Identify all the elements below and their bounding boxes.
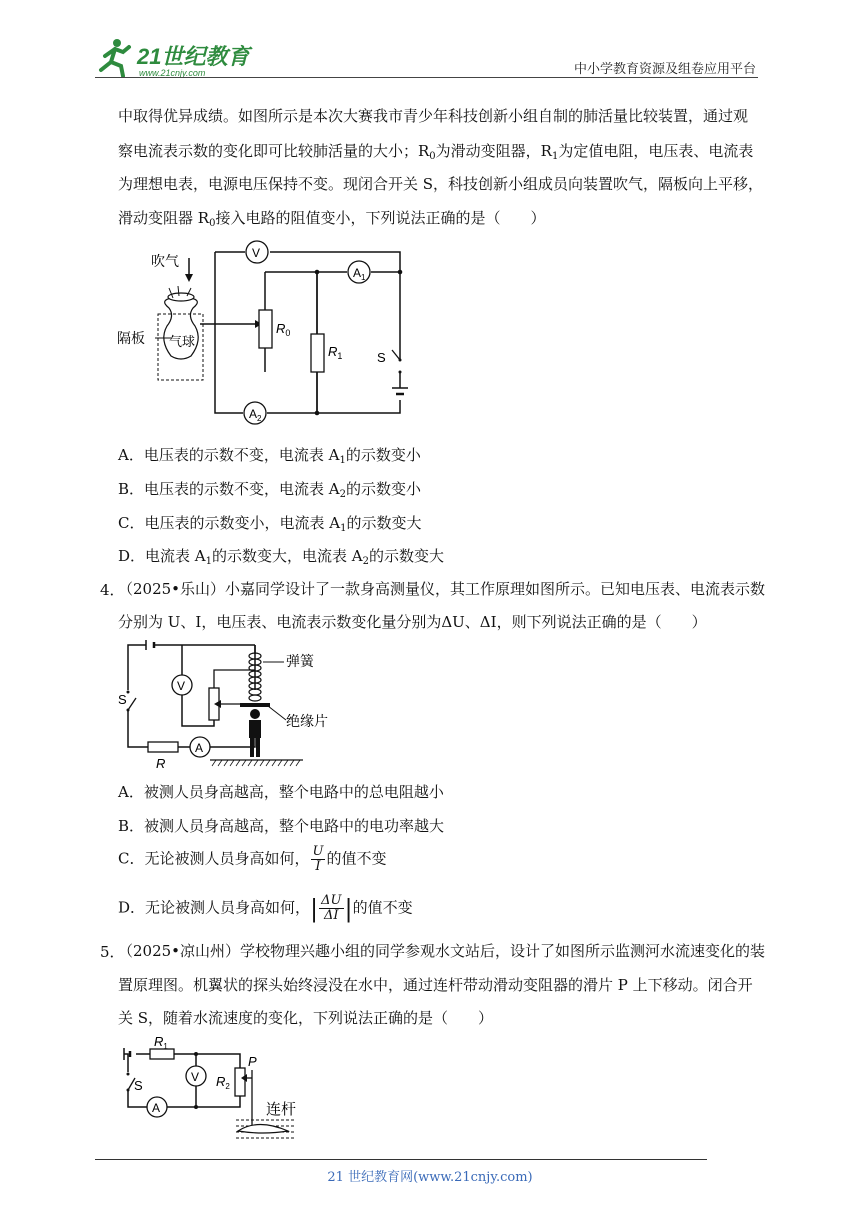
voltmeter-label: V (191, 1070, 200, 1084)
insulator-label: 绝缘片 (286, 713, 328, 729)
q5-circuit-diagram (118, 1034, 318, 1146)
q3-option-a: A．电压表的示数不变，电流表 $A_1$的示数变小 (118, 446, 421, 466)
site-logo (95, 34, 255, 80)
q5-number: 5． (100, 943, 125, 961)
q5-line-3: 关 S，随着水流速度的变化，下列说法正确的是（ ） (118, 1009, 494, 1027)
voltmeter-label: V (177, 679, 186, 693)
q3-line-4: 滑动变阻器 $R_0$接入电路的阻值变小，下列说法正确的是（ ） (118, 209, 546, 229)
ammeter-label: A (195, 741, 204, 755)
resistor-r-label: R (156, 756, 166, 771)
q5-line-2: 置原理图。机翼状的探头始终浸没在水中，通过连杆带动滑动变阻器的滑片 P 上下移动。闭合开 (118, 976, 753, 994)
q4-option-a: A．被测人员身高越高，整个电路中的总电阻越小 (118, 783, 444, 801)
ammeter-label: A (152, 1101, 161, 1115)
q3-option-c: C．电压表的示数变小，电流表 $A_1$的示数变大 (118, 514, 422, 534)
q4-line-2: 分别为 U、I，电压表、电流表示数变化量分别为ΔU、ΔI，则下列说法正确的是（ ） (118, 613, 707, 631)
fraction-u-over-i: $\frac{U}{I}$ (312, 844, 324, 874)
q5-line-1: （2025•凉山州）学校物理兴趣小组的同学参观水文站后，设计了如图所示监测河水流速变化的装 (118, 942, 766, 960)
logo-url: www.21cnjy.com (139, 68, 206, 78)
rod-label: 连杆 (266, 1101, 297, 1118)
footer-text: 21 世纪教育网(www.21cnjy.com) (327, 1170, 533, 1185)
r1-label: $R_1$ (154, 1034, 168, 1051)
q3-option-b: B．电压表的示数不变，电流表 $A_2$的示数变小 (118, 480, 422, 500)
switch-s-label: S (377, 350, 386, 365)
switch-s-label: S (118, 692, 127, 707)
r1-label: $R_1$ (328, 344, 343, 361)
q3-line-2: 察电流表示数的变化即可比较肺活量的大小；$R_0$为滑动变阻器，$R_1$为定值电阻，电压表、电流表 (118, 142, 754, 162)
fraction-du-over-di: $\frac{\Delta U}{\Delta I}$ (321, 893, 342, 923)
q4-option-d: D．无论被测人员身高如何，| $\frac{\Delta U}{\Delta I}$ |的值不变 (118, 893, 413, 923)
slider-p-label: P (248, 1054, 257, 1069)
q3-circuit-diagram (115, 238, 415, 428)
spring-label: 弹簧 (286, 653, 314, 669)
ammeter-a2-label: $A_2$ (249, 407, 262, 423)
logo-title: 21世纪教育 (137, 44, 250, 69)
ammeter-a1-label: $A_1$ (353, 266, 366, 282)
switch-s-label: S (134, 1078, 143, 1093)
q3-line-1: 中取得优异成绩。如图所示是本次大赛我市青少年科技创新小组自制的肺活量比较装置，通过观 (118, 107, 749, 125)
r0-label: $R_0$ (276, 321, 291, 338)
page-header (0, 0, 860, 80)
q3-option-d: D．电流表 $A_1$的示数变大，电流表 $A_2$的示数变大 (118, 547, 445, 567)
platform-title: 中小学教育资源及组卷应用平台 (573, 62, 756, 77)
voltmeter-label: V (252, 246, 261, 260)
q4-number: 4． (100, 581, 125, 599)
header-rule (95, 77, 758, 78)
partition-label: 隔板 (117, 330, 145, 346)
q4-circuit-diagram (118, 640, 358, 772)
q3-line-3: 为理想电表，电源电压保持不变。现闭合开关 S，科技创新小组成员向装置吹气，隔板向上平移， (118, 175, 764, 193)
r2-label: $R_2$ (216, 1074, 230, 1091)
runner-icon (101, 39, 129, 76)
balloon-label: 气球 (169, 334, 196, 349)
q4-option-b: B．被测人员身高越高，整个电路中的电功率越大 (118, 817, 445, 835)
q4-line-1: （2025•乐山）小嘉同学设计了一款身高测量仪，其工作原理如图所示。已知电压表、电流表示数 (118, 580, 766, 598)
blow-label: 吹气 (151, 253, 179, 269)
footer-rule (95, 1159, 707, 1160)
q4-option-c: C．无论被测人员身高如何， $\frac{U}{I}$ 的值不变 (118, 844, 387, 874)
